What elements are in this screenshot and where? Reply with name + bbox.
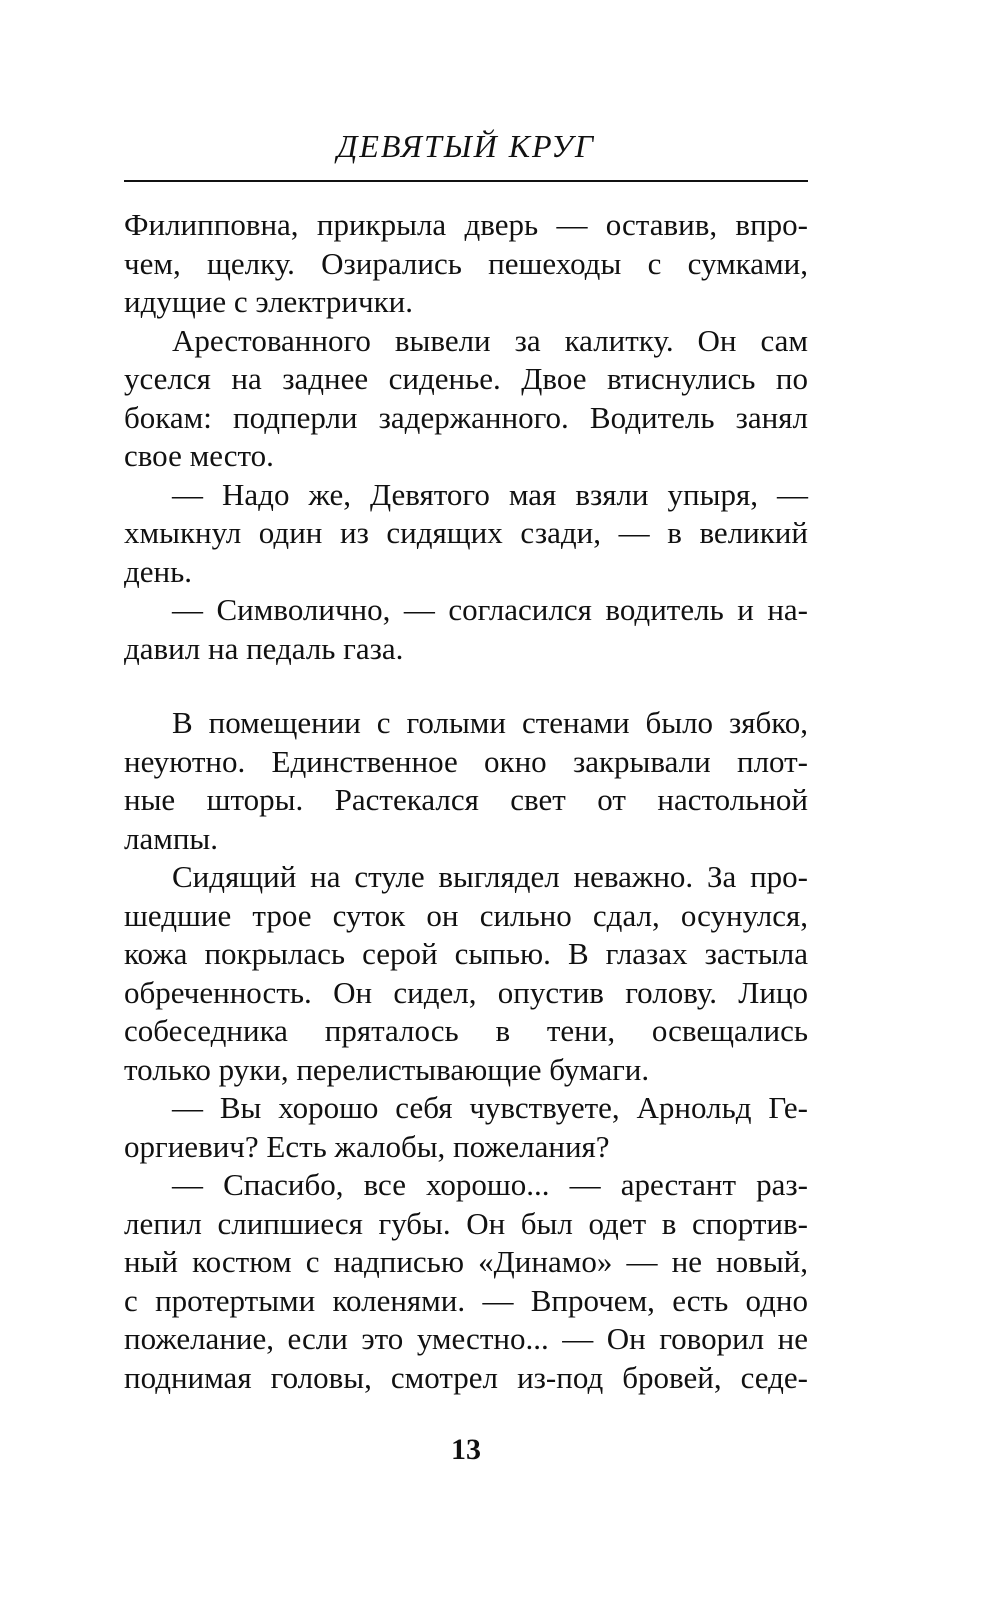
text-line: Сидящий на стуле выглядел неважно. За про- xyxy=(172,859,808,894)
text-line: — Спасибо, все хорошо... — арестант раз- xyxy=(172,1167,808,1202)
text-line: хмыкнул один из сидящих сзади, — в великий xyxy=(124,515,808,550)
text-line: обреченность. Он сидел, опустив голову. Лицо xyxy=(124,974,808,1010)
text-line: лепил слипшиеся губы. Он был одет в спортив- xyxy=(124,1205,808,1241)
text-line: шедшие трое суток он сильно сдал, осунулся, xyxy=(124,897,808,933)
text-line: Арестованного вывели за калитку. Он сам xyxy=(172,322,808,358)
text-line: лампы. xyxy=(124,820,219,856)
text-line: собеседника пряталось в тени, освещались xyxy=(124,1013,808,1048)
text-line: бокам: подперли задержанного. Водитель занял xyxy=(124,399,808,435)
page-number: 13 xyxy=(451,1433,481,1466)
header-rule xyxy=(124,180,808,182)
text-line: день. xyxy=(124,553,193,589)
text-line: свое место. xyxy=(124,438,274,473)
text-line: чем, щелку. Озирались пешеходы с сумками, xyxy=(124,245,808,281)
body-text xyxy=(124,206,808,1397)
text-line: давил на педаль газа. xyxy=(124,630,404,666)
text-line: поднимая головы, смотрел из-под бровей, седе- xyxy=(124,1359,808,1395)
text-line: неуютно. Единственное окно закрывали плот- xyxy=(124,743,808,779)
text-line: ные шторы. Растекался свет от настольной xyxy=(124,782,808,817)
text-line: идущие с электрички. xyxy=(124,284,413,319)
text-line: пожелание, если это уместно... — Он говорил не xyxy=(124,1321,808,1356)
text-line: — Символично, — согласился водитель и на- xyxy=(172,592,808,627)
text-line: Филипповна, прикрыла дверь — оставив, впро- xyxy=(124,207,808,242)
text-line: — Вы хорошо себя чувствуете, Арнольд Ге- xyxy=(172,1090,808,1125)
text-line: кожа покрылась серой сыпью. В глазах застыла xyxy=(124,936,808,971)
text-line: В помещении с голыми стенами было зябко, xyxy=(172,705,808,740)
text-line: только руки, перелистывающие бумаги. xyxy=(124,1051,650,1087)
text-line: оргиевич? Есть жалобы, пожелания? xyxy=(124,1128,610,1164)
text-line: ный костюм с надписью «Динамо» — не новый, xyxy=(124,1244,808,1279)
text-line: с протертыми коленями. — Впрочем, есть одно xyxy=(124,1282,808,1318)
running-head: ДЕВЯТЫЙ КРУГ xyxy=(336,128,596,164)
text-line: — Надо же, Девятого мая взяли упыря, — xyxy=(172,476,808,512)
section-break xyxy=(124,668,808,704)
text-line: уселся на заднее сиденье. Двое втиснулись по xyxy=(124,361,808,396)
